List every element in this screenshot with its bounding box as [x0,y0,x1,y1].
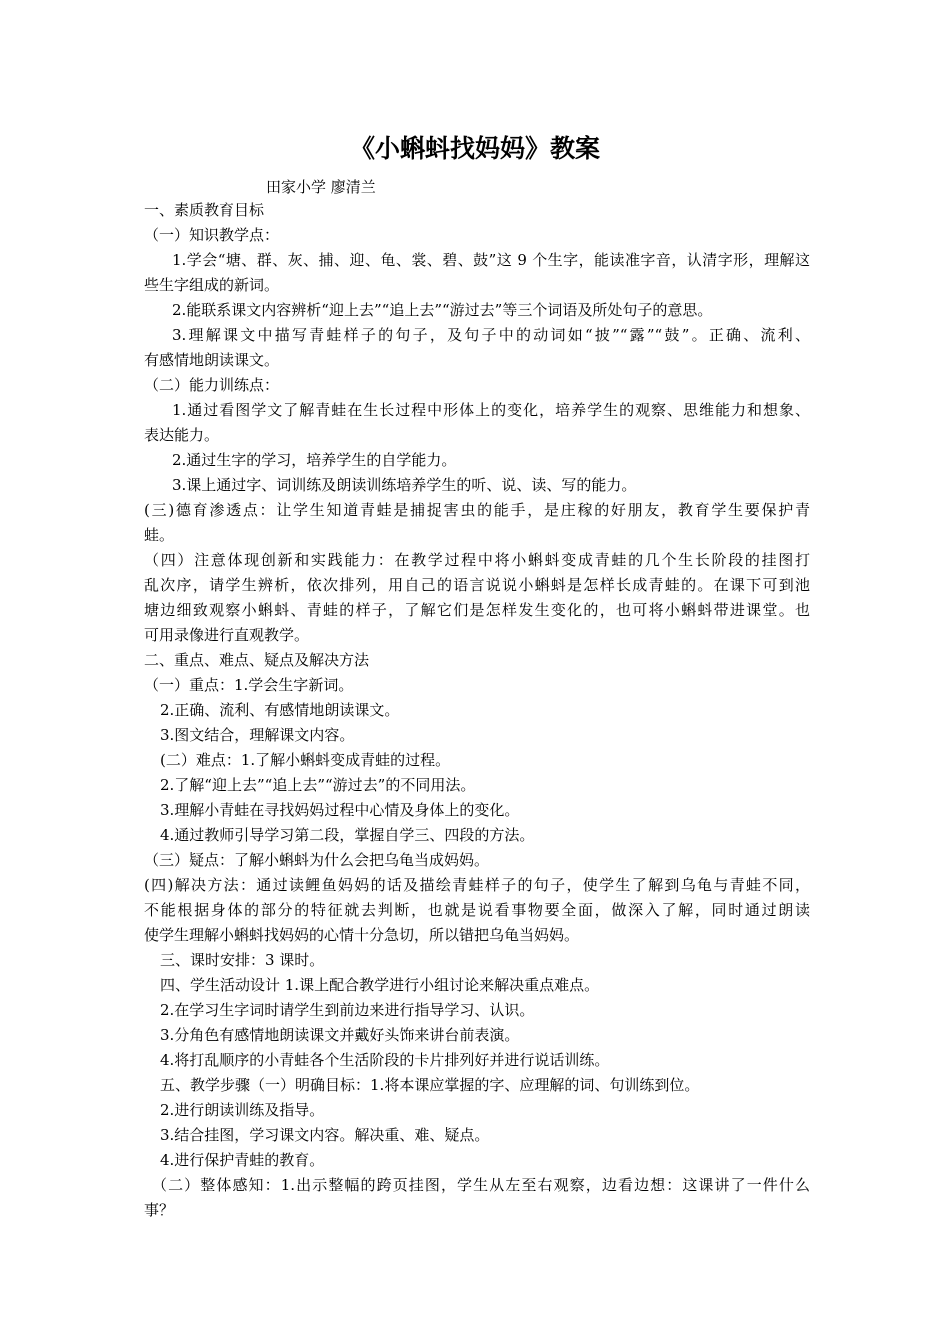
paragraph-line: 3.课上通过字、词训练及朗读训练培养学生的听、说、读、写的能力。 [172,476,637,494]
paragraph-line: 3.理解课文中描写青蛙样子的句子，及句子中的动词如“披”“露”“鼓”。正确、流利、 [172,326,810,344]
paragraph-line: 4.通过教师引导学习第二段，掌握自学三、四段的方法。 [160,826,535,844]
paragraph-line: 3.结合挂图，学习课文内容。解决重、难、疑点。 [160,1126,490,1144]
document-title: 《小蝌蚪找妈妈》教案 [349,134,600,163]
subsection-heading: （二）能力训练点： [144,376,280,394]
subsection-heading: （一）知识教学点： [144,226,280,244]
paragraph-line: 1.通过看图学文了解青蛙在生长过程中形体上的变化，培养学生的观察、思维能力和想象、 [172,401,810,419]
paragraph-line: 使学生理解小蝌蚪找妈妈的心情十分急切，所以错把乌龟当妈妈。 [144,926,580,944]
paragraph-line: 2.正确、流利、有感情地朗读课文。 [160,701,400,719]
paragraph-line: 有感情地朗读课文。 [144,351,280,369]
paragraph-line: 4.进行保护青蛙的教育。 [160,1151,325,1169]
paragraph-line: 塘边细致观察小蝌蚪、青蛙的样子，了解它们是怎样发生变化的，也可将小蝌蚪带进课堂。也 [144,601,810,619]
section-heading-3: 三、课时安排：3 课时。 [160,951,325,969]
paragraph-line: 2.了解“迎上去”“追上去”“游过去”的不同用法。 [160,776,476,794]
paragraph-line: 3.理解小青蛙在寻找妈妈过程中心情及身体上的变化。 [160,801,520,819]
paragraph-line: 2.通过生字的学习，培养学生的自学能力。 [172,451,457,469]
section-heading-4: 四、学生活动设计 1.课上配合教学进行小组讨论来解决重点难点。 [160,976,600,994]
paragraph-line: 不能根据身体的部分的特征就去判断，也就是说看事物要全面，做深入了解，同时通过朗读 [144,901,810,919]
document-body [144,198,810,1223]
paragraph-line: 2.进行朗读训练及指导。 [160,1101,325,1119]
paragraph-line: 可用录像进行直观教学。 [144,626,310,644]
section-heading-2: 二、重点、难点、疑点及解决方法 [144,651,370,669]
paragraph-line: （二）整体感知：1.出示整幅的跨页挂图，学生从左至右观察，边看边想：这课讲了一件什么 [152,1176,810,1194]
paragraph-line: 3.分角色有感情地朗读课文并戴好头饰来讲台前表演。 [160,1026,520,1044]
paragraph-line: 乱次序，请学生辨析，依次排列，用自己的语言说说小蝌蚪是怎样长成青蛙的。在课下可到池 [144,576,810,594]
paragraph-line: (二）难点：1.了解小蝌蚪变成青蛙的过程。 [160,751,451,769]
paragraph-line: 蛙。 [144,526,175,544]
paragraph-line: 表达能力。 [144,426,220,444]
paragraph-line: (三)德育渗透点：让学生知道青蛙是捕捉害虫的能手，是庄稼的好朋友，教育学生要保护青 [144,501,810,519]
paragraph-line: 些生字组成的新词。 [144,276,280,294]
document-author: 田家小学 廖清兰 [266,178,376,196]
paragraph-line: 4.将打乱顺序的小青蛙各个生活阶段的卡片排列好并进行说话训练。 [160,1051,610,1069]
paragraph-line: 3.图文结合，理解课文内容。 [160,726,355,744]
paragraph-line: (四)解决方法：通过读鲤鱼妈妈的话及描绘青蛙样子的句子，使学生了解到乌龟与青蛙不同， [144,876,810,894]
paragraph-line: （三）疑点：了解小蝌蚪为什么会把乌龟当成妈妈。 [144,851,490,869]
paragraph-line: （一）重点：1.学会生字新词。 [144,676,354,694]
paragraph-line: 1.学会“塘、群、灰、捕、迎、龟、裳、碧、鼓”这 9 个生字，能读准字音，认清字形，理解这 [172,251,810,269]
paragraph-line: （四）注意体现创新和实践能力：在教学过程中将小蝌蚪变成青蛙的几个生长阶段的挂图打 [144,551,810,569]
paragraph-line: 事？ [144,1201,175,1219]
paragraph-line: 2.在学习生字词时请学生到前边来进行指导学习、认识。 [160,1001,535,1019]
section-heading-1: 一、素质教育目标 [144,201,265,219]
paragraph-line: 2.能联系课文内容辨析“迎上去”“追上去”“游过去”等三个词语及所处句子的意思。 [172,301,713,319]
section-heading-5: 五、教学步骤（一）明确目标：1.将本课应掌握的字、应理解的词、句训练到位。 [160,1076,700,1094]
